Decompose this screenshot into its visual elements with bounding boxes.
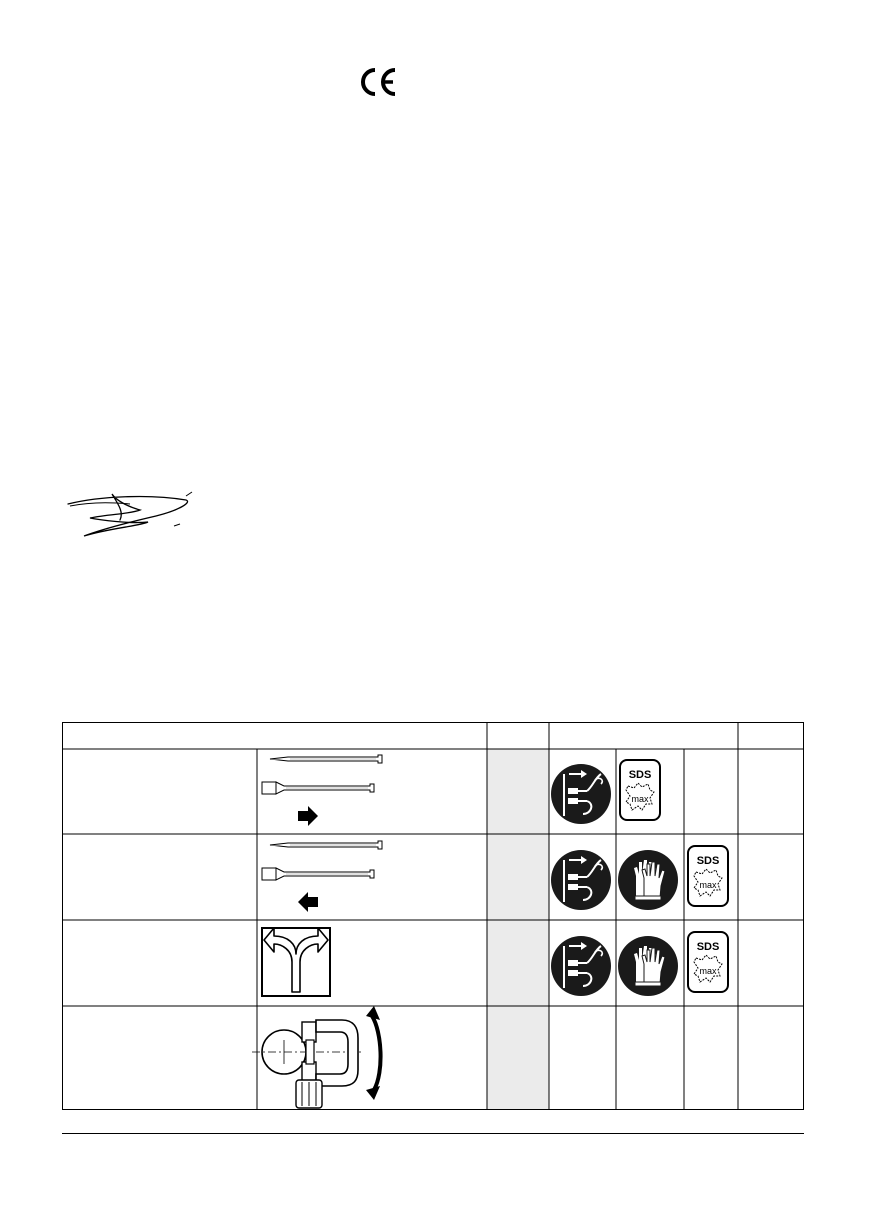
disconnect-plug-icon: [551, 936, 611, 996]
protective-gloves-icon: [618, 936, 678, 996]
fork-arrow-choice-icon: [262, 928, 330, 996]
handwritten-signature: [60, 490, 200, 544]
footer-rule: [62, 1133, 804, 1134]
operation-table: SDS max: [62, 722, 804, 1110]
sds-max-icon: [620, 760, 660, 820]
shaded-column: [487, 749, 549, 1109]
ce-mark-icon: [358, 66, 398, 98]
protective-gloves-icon: [618, 850, 678, 910]
chisel-insert-illustration: [262, 755, 382, 826]
chisel-remove-illustration: [262, 841, 382, 912]
disconnect-plug-icon: [551, 850, 611, 910]
sds-max-icon: [688, 846, 728, 906]
auxiliary-handle-rotate-icon: [252, 1006, 381, 1108]
sds-max-icon: [688, 932, 728, 992]
disconnect-plug-icon: [551, 764, 611, 824]
